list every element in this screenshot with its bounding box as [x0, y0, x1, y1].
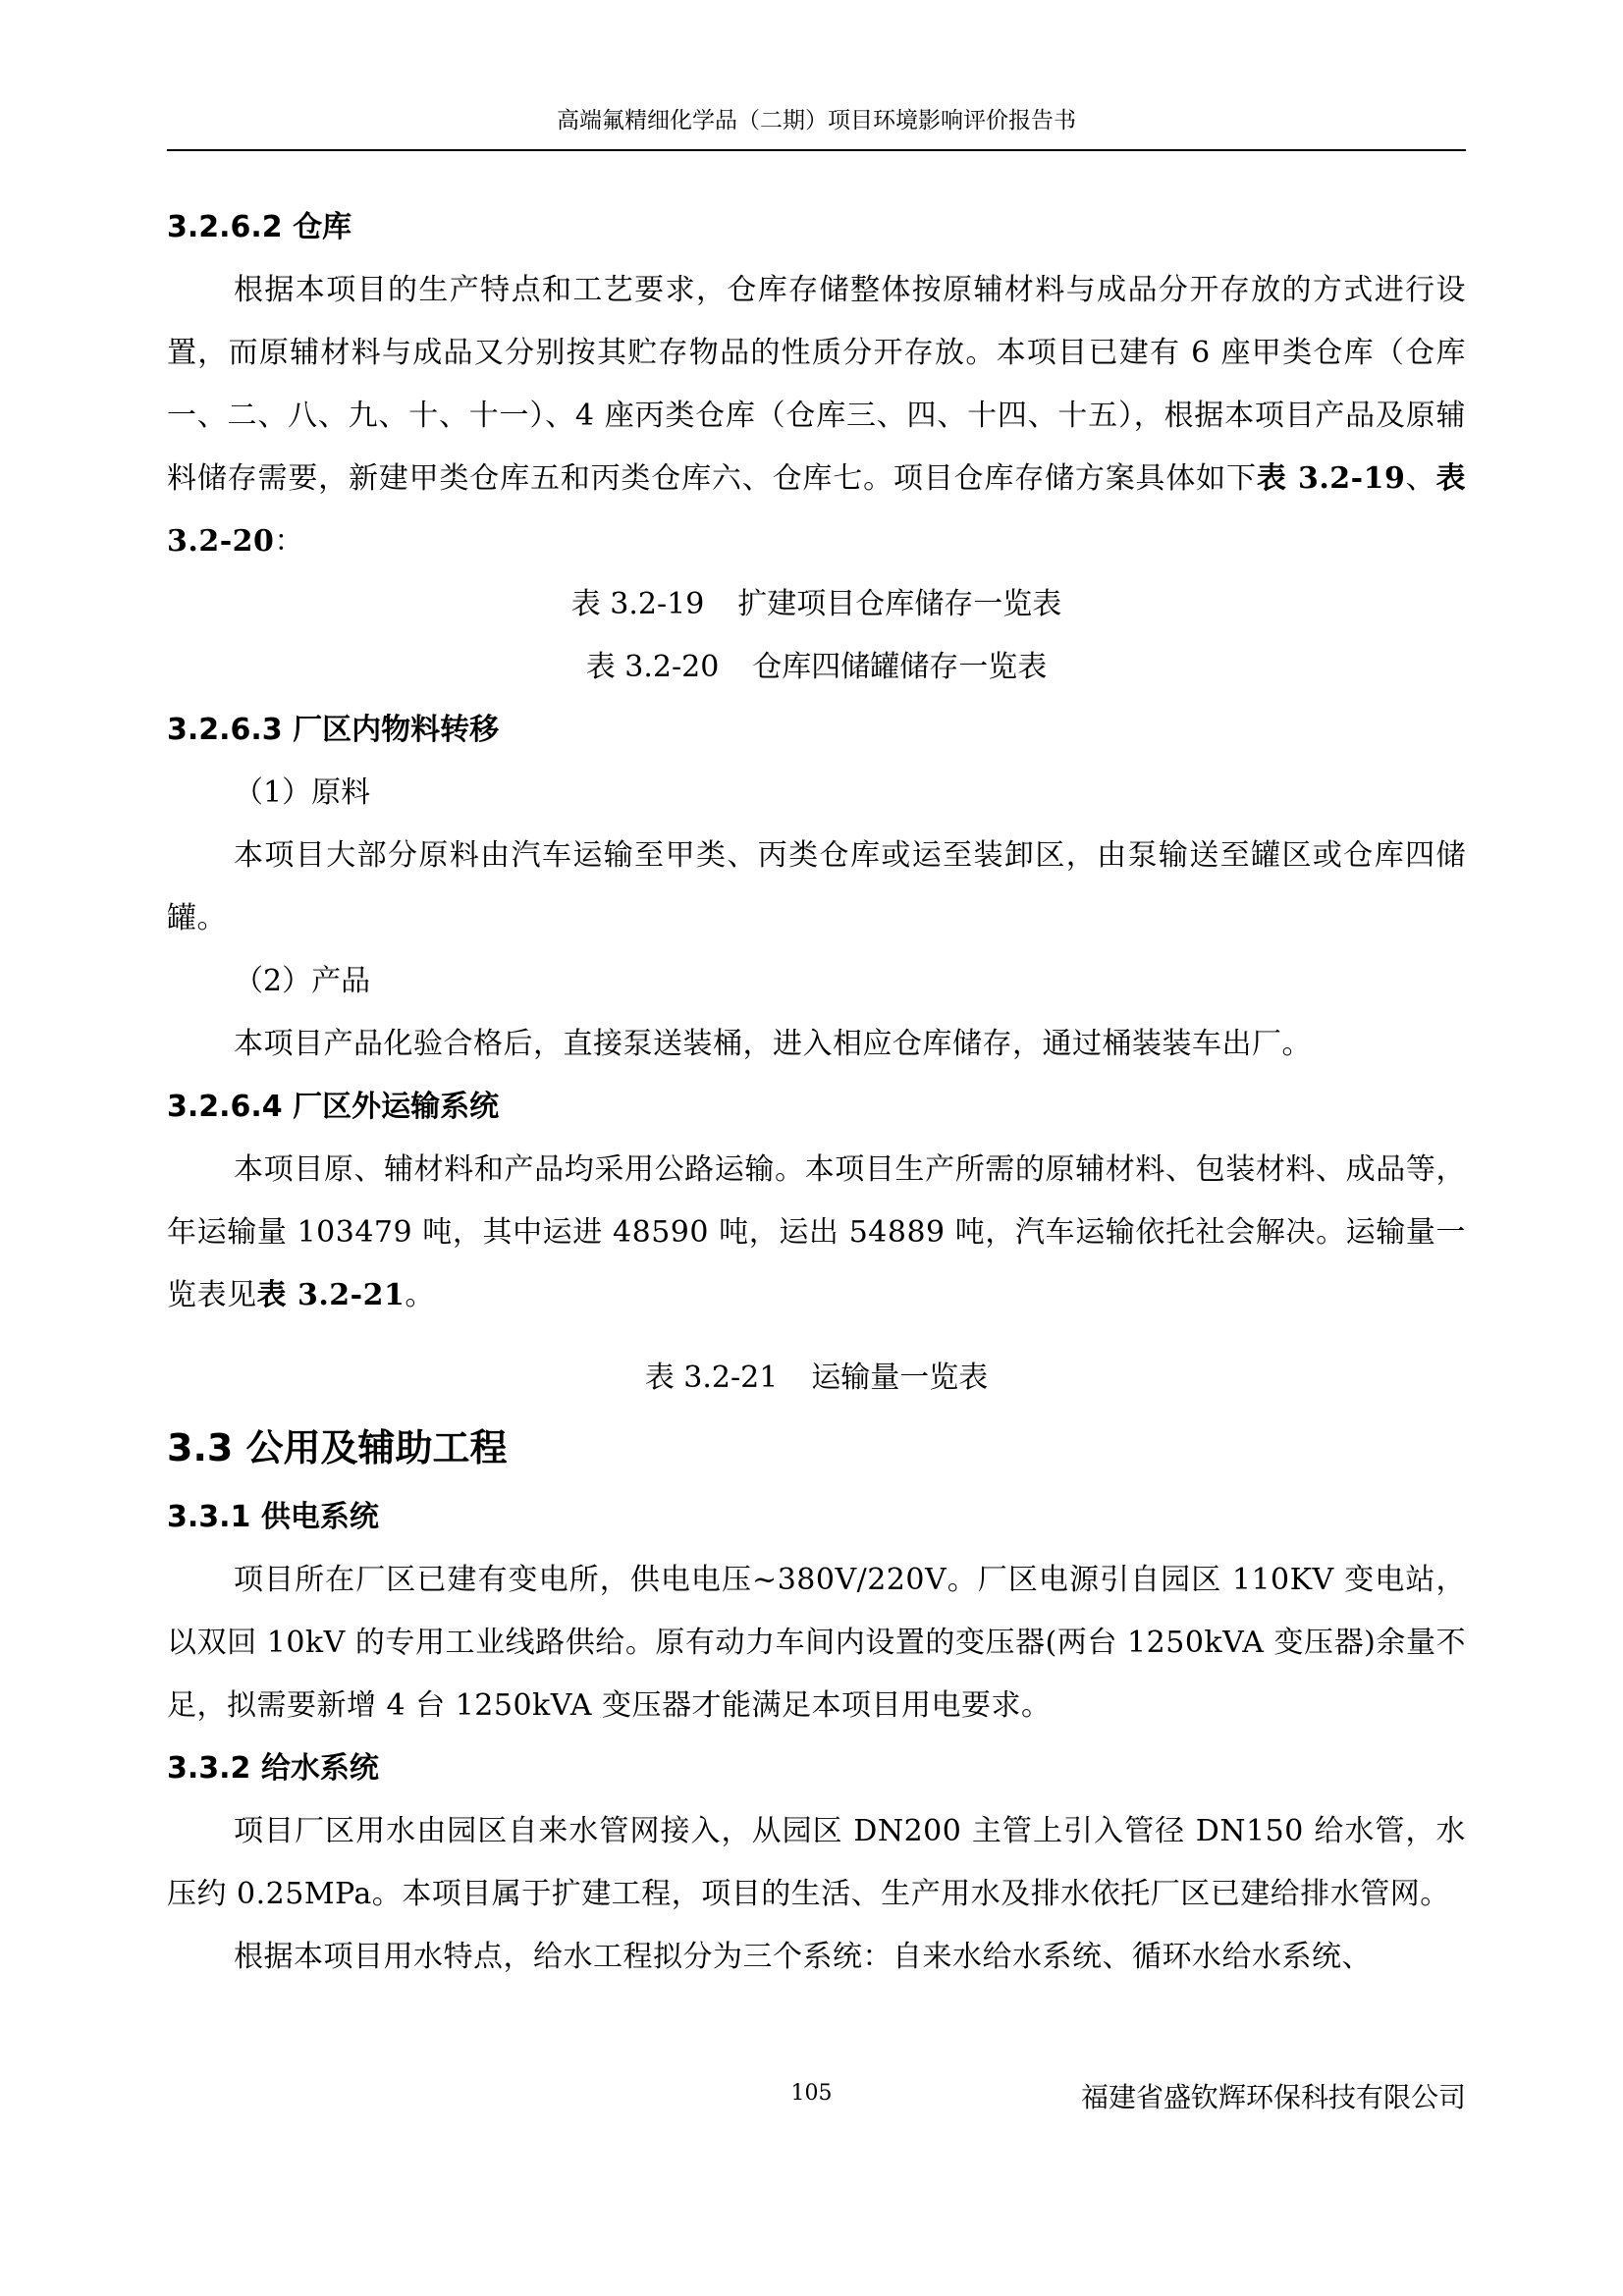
page-number: 105: [790, 2081, 833, 2106]
paragraph-water-systems: 根据本项目用水特点，给水工程拟分为三个系统：自来水给水系统、循环水给水系统、: [234, 1940, 1372, 1974]
table-reference: 表 3.2-21: [256, 1278, 406, 1312]
table-reference: 表 3.2-19: [1256, 461, 1406, 496]
heading-3-2-6-2: 3.2.6.2 仓库: [167, 210, 352, 244]
heading-3-3-1: 3.3.1 供电系统: [167, 1500, 379, 1534]
paragraph-water-supply: 项目厂区用水由园区自来水管网接入，从园区 DN200 主管上引入管径 DN150 给水管，水压约 0.25MPa。本项目属于扩建工程，项目的生活、生产用水及排水依托厂区已建给排水管网。: [167, 1814, 1466, 1911]
heading-3-3-2: 3.3.2 给水系统: [167, 1751, 379, 1786]
paragraph-product: 本项目产品化验合格后，直接泵送装桶，进入相应仓库储存，通过桶装装车出厂。: [234, 1027, 1312, 1061]
list-item-raw-material: （1）原料: [234, 775, 371, 810]
heading-3-2-6-3: 3.2.6.3 厂区内物料转移: [167, 713, 500, 747]
heading-3-3: 3.3 公用及辅助工程: [167, 1426, 508, 1469]
table-reference: 表 3.2-20: [167, 461, 1467, 559]
company-name: 福建省盛钦辉环保科技有限公司: [1080, 2081, 1466, 2113]
paragraph-raw-material: 本项目大部分原料由汽车运输至甲类、丙类仓库或运至装卸区，由泵输送至罐区或仓库四储罐。: [167, 838, 1466, 935]
table-caption: 表 3.2-21 运输量一览表: [644, 1361, 989, 1395]
header-rule: [167, 149, 1466, 151]
paragraph-power-supply: 项目所在厂区已建有变电所，供电电压~380V/220V。厂区电源引自园区 110KV 变电站，以双回 10kV 的专用工业线路供给。原有动力车间内设置的变压器(两台 1250kVA 变压器)余量不足，拟需要新增 4 台 1250kVA 变压器才能满足本项目用电要求。: [167, 1563, 1466, 1723]
page-content: [167, 196, 1466, 1989]
table-caption: 表 3.2-19 扩建项目仓库储存一览表: [570, 587, 1062, 621]
heading-3-2-6-4: 3.2.6.4 厂区外运输系统: [167, 1090, 500, 1124]
paragraph-warehouse: 根据本项目的生产特点和工艺要求，仓库存储整体按原辅材料与成品分开存放的方式进行设置，而原辅材料与成品又分别按其贮存物品的性质分开存放。本项目已建有 6 座甲类仓库（仓库一、二、八、九、十、十一）、4 座丙类仓库（仓库三、四、十四、十五），根据本项目产品及原辅料储存需要，新建甲类仓库五和丙类仓库六、仓库七。项目仓库存储方案具体如下表 3.2-19、表 3.2-20：: [167, 273, 1467, 559]
running-header: 高端氟精细化学品（二期）项目环境影响评价报告书: [557, 108, 1076, 133]
paragraph-transport: 本项目原、辅材料和产品均采用公路运输。本项目生产所需的原辅材料、包装材料、成品等，年运输量 103479 吨，其中运进 48590 吨，运出 54889 吨，汽车运输依托社会解决。运输量一览表见表 3.2-21。: [167, 1152, 1466, 1312]
list-item-product: （2）产品: [234, 964, 371, 998]
table-caption: 表 3.2-20 仓库四储罐储存一览表: [585, 650, 1048, 684]
